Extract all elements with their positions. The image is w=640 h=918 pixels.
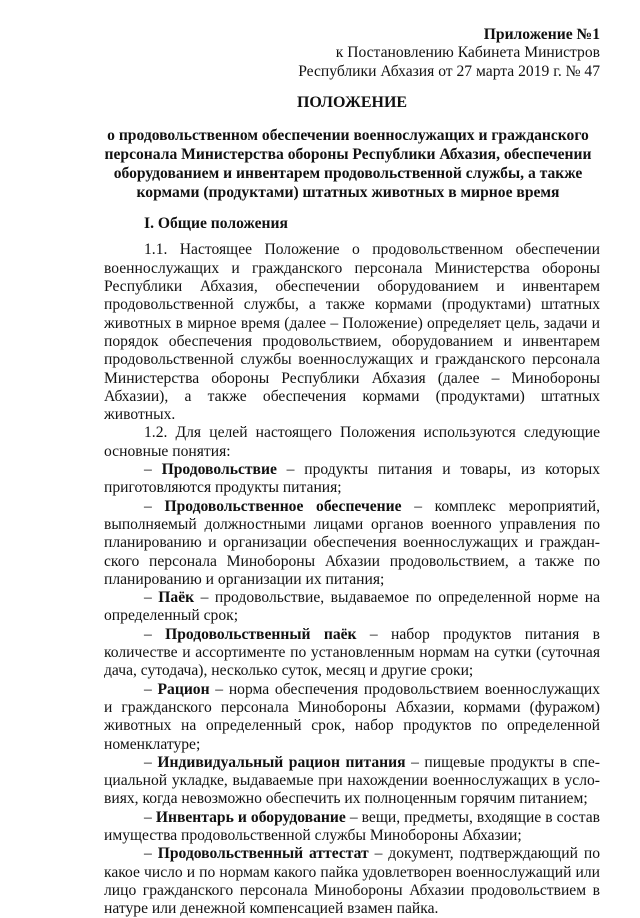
definition-term: Продовольственное обеспечение (164, 497, 402, 515)
document-page (104, 26, 600, 918)
definition-item (104, 681, 600, 754)
appendix-ref-line1: к Постановлению Кабинета Министров (335, 44, 600, 62)
definition-item (104, 589, 600, 626)
document-body (104, 241, 600, 918)
dash: – (144, 461, 162, 479)
dash: – (144, 753, 158, 771)
definition-text: – продукты питания и товары, из которых приготовляются продукты питания; (104, 461, 600, 497)
definition-item (104, 461, 600, 498)
definition-text: – комплекс мероприятий, выполняемый должностными лицами органов военного управления по планированию и организации обеспечения военнослужащих и гражданского персонала Минобороны Абхазии продовольствием, а также по планированию и организации их питания; (104, 497, 601, 588)
definition-term: Продовольственный паёк (165, 625, 357, 643)
definition-text: – норма обеспечения продовольствием военнослужащих и гражданского персонала Минобороны Абхазии, кормами (фуражом) животных на определенный срок, набор продуктов по определенной номенклатуре; (104, 680, 600, 753)
definition-term: Продовольствие (161, 461, 277, 479)
definition-item (104, 809, 600, 846)
definition-term: Паёк (158, 589, 195, 607)
dash: – (144, 589, 159, 607)
appendix-ref-line2: Республики Абхазия от 27 марта 2019 г. № 47 (298, 62, 600, 80)
definition-term: Индивидуальный рацион питания (157, 753, 406, 771)
definition-text: – продовольствие, выдаваемое по определенной норме на определенный срок; (104, 589, 600, 625)
dash: – (144, 680, 158, 698)
definition-item (104, 754, 600, 809)
dash: – (144, 497, 165, 515)
paragraph-1-2: 1.2. Для целей настоящего Положения используются следующие основные понятия: (104, 424, 600, 460)
definition-text: – документ, подтверждающий по какое число и по нормам какого пайка удовлетворен военнослужащий или лицо гражданского персонала Минобороны Абхазии продовольствием в натуре или денежной компенсацией взамен пайка. (104, 845, 600, 918)
section-heading: I. Общие положения (144, 215, 288, 233)
definition-text: – пищевые продукты в специальной укладке, выдаваемые при нахождении военнослужащих в условиях, когда невозможно обеспечить их полноценным горячим питанием; (104, 753, 600, 808)
paragraph-1-1: 1.1. Настоящее Положение о продовольственном обеспечении военнослужащих и гражданского персонала Министерства обороны Республики Абхазия, обеспечении оборудованием и инвентарем продовольственной службы, а также кормами (продуктами) штатных животных в мирное время (далее – Положение) определяет цель, задачи и порядок обеспечения продовольствием, оборудованием и инвентарем продовольственной службы военнослужащих и гражданского персонала Министерства обороны Республики Абхазия (далее – Минобороны Абхазии), а также обеспечения кормами (продуктами) штатных животных. (104, 241, 600, 424)
dash: – (144, 845, 158, 863)
document-subtitle: о продовольственном обеспечении военнослужащих и гражданского персонала Министерства обороны Республики Абхазия, обеспечении оборудованием и инвентарем продовольственной службы, а также кормами (продуктами) штатных животных в мирное время (104, 127, 592, 202)
definition-text: – набор продуктов питания в количестве и ассортименте по установленным нормам на сутки (суточная дача, сутодача), несколько суток, месяц и другие сроки; (104, 625, 600, 680)
definition-term: Инвентарь и оборудование (155, 808, 346, 826)
dash: – (144, 625, 166, 643)
definition-item (104, 845, 600, 918)
document-title: ПОЛОЖЕНИЕ (296, 93, 408, 111)
definition-text: – вещи, предметы, входящие в состав имущества продовольственной службы Минобороны Абхазии; (104, 808, 600, 844)
dash: – (144, 808, 156, 826)
definition-term: Рацион (157, 680, 210, 698)
definition-item (104, 626, 600, 681)
definition-term: Продовольственный аттестат (157, 845, 369, 863)
definition-item (104, 498, 600, 589)
appendix-label: Приложение №1 (483, 26, 600, 43)
